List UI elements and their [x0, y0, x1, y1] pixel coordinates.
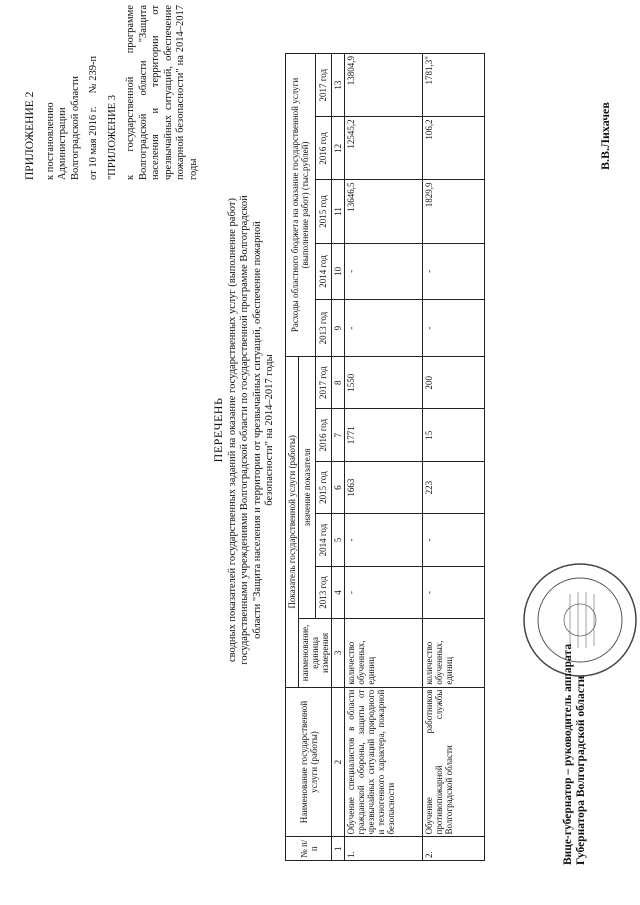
row-unit: количество обученных, единиц [345, 619, 423, 687]
row-num: 2. [423, 837, 485, 861]
row-num: 1. [345, 837, 423, 861]
number-value: 239-п [88, 55, 99, 81]
header-year: 2017 год [315, 356, 332, 409]
appendix-to-line: к постановлению [44, 102, 56, 180]
row-expense: - [345, 243, 423, 300]
program-text: к государственной программе Волгоградской области "Защита населения и территории от чрезвычайных ситуаций, обеспечение пожарной безопасности" на 2014–2017 годы [125, 5, 199, 180]
number-prefix: № [88, 83, 99, 94]
column-number: 5 [332, 514, 345, 566]
appendix-block [24, 5, 200, 180]
row-value: 1771 [345, 409, 423, 461]
column-number: 11 [332, 180, 345, 243]
column-number: 2 [332, 687, 345, 837]
row-value: - [423, 514, 485, 566]
row-unit: количество обученных, единиц [423, 619, 485, 687]
header-expenses: Расходы областного бюджета на оказание государственной услуги (выполнение работ) (тыс.рублей) [286, 54, 316, 357]
appendix3-title: "ПРИЛОЖЕНИЕ 3 [106, 94, 118, 180]
column-number: 12 [332, 117, 345, 180]
appendix-to-line: Администрации [57, 107, 68, 180]
header-year: 2016 год [315, 409, 332, 461]
header-year: 2013 год [315, 566, 332, 618]
header-indicator-unit: наименование, единица измерения [299, 619, 332, 687]
date-value: 10 мая 2016 г. [88, 106, 99, 168]
document-heading [212, 195, 277, 665]
row-value: 15 [423, 409, 485, 461]
appendix-title: ПРИЛОЖЕНИЕ 2 [24, 91, 36, 180]
header-year: 2016 год [315, 117, 332, 180]
row-expense: 12545,2 [345, 117, 423, 180]
column-number: 9 [332, 300, 345, 357]
column-number: 13 [332, 54, 345, 117]
appendix-date-line [88, 5, 101, 180]
row-value: 200 [423, 356, 485, 409]
row-service-name: Обучение работников противопожарной службы Волгоградской области [423, 687, 485, 837]
document-title: ПЕРЕЧЕНЬ [211, 397, 225, 463]
column-number: 8 [332, 356, 345, 409]
date-prefix: от [88, 170, 99, 180]
row-expense: 13804,9 [345, 54, 423, 117]
row-value: - [345, 566, 423, 618]
row-expense: 1781,3" [423, 54, 485, 117]
header-indicator-value: значение показателя [299, 356, 316, 618]
signature-position: Вице-губернатор – руководитель аппарата Губернатора Волгоградской области [562, 643, 587, 865]
row-value: 1550 [345, 356, 423, 409]
row-service-name: Обучение специалистов в области гражданской обороны, защиты от чрезвычайных ситуаций природного и техногенного характера, пожарной безопасности [345, 687, 423, 837]
row-expense: 106,2 [423, 117, 485, 180]
column-number: 1 [332, 837, 345, 861]
column-number: 4 [332, 566, 345, 618]
column-number: 7 [332, 409, 345, 461]
row-value: - [345, 514, 423, 566]
header-year: 2015 год [315, 461, 332, 513]
header-year: 2017 год [315, 54, 332, 117]
row-expense: 1829,9 [423, 180, 485, 243]
header-indicator: Показатель государственной услуги (работы) [286, 356, 299, 687]
row-expense: - [423, 300, 485, 357]
header-service-name: Наименование государственной услуги (работы) [286, 687, 332, 837]
column-number-row [332, 54, 345, 861]
row-value: - [423, 566, 485, 618]
header-year: 2014 год [315, 514, 332, 566]
document-subtitle: сводных показателей государственных заданий на оказание государственных услуг (выполнение работ) государственными учреждениями Волгоградской области по государственной программе Волгоградской области "Защита населения и территории от чрезвычайных ситуаций, обеспечение пожарной безопасности" на 2014–2017 годы [226, 195, 275, 665]
column-number: 3 [332, 619, 345, 687]
row-value: 1663 [345, 461, 423, 513]
row-expense: 13646,5 [345, 180, 423, 243]
column-number: 6 [332, 461, 345, 513]
header-num: № п/п [286, 837, 332, 861]
header-year: 2014 год [315, 243, 332, 300]
signature-name: В.В.Лихачев [598, 102, 612, 170]
header-year: 2013 год [315, 300, 332, 357]
row-expense: - [345, 300, 423, 357]
row-value: 223 [423, 461, 485, 513]
appendix-to-line: Волгоградской области [69, 75, 81, 180]
header-year: 2015 год [315, 180, 332, 243]
table-row [423, 54, 485, 861]
table-row [345, 54, 423, 861]
column-number: 10 [332, 243, 345, 300]
indicators-table [285, 53, 485, 861]
row-expense: - [423, 243, 485, 300]
